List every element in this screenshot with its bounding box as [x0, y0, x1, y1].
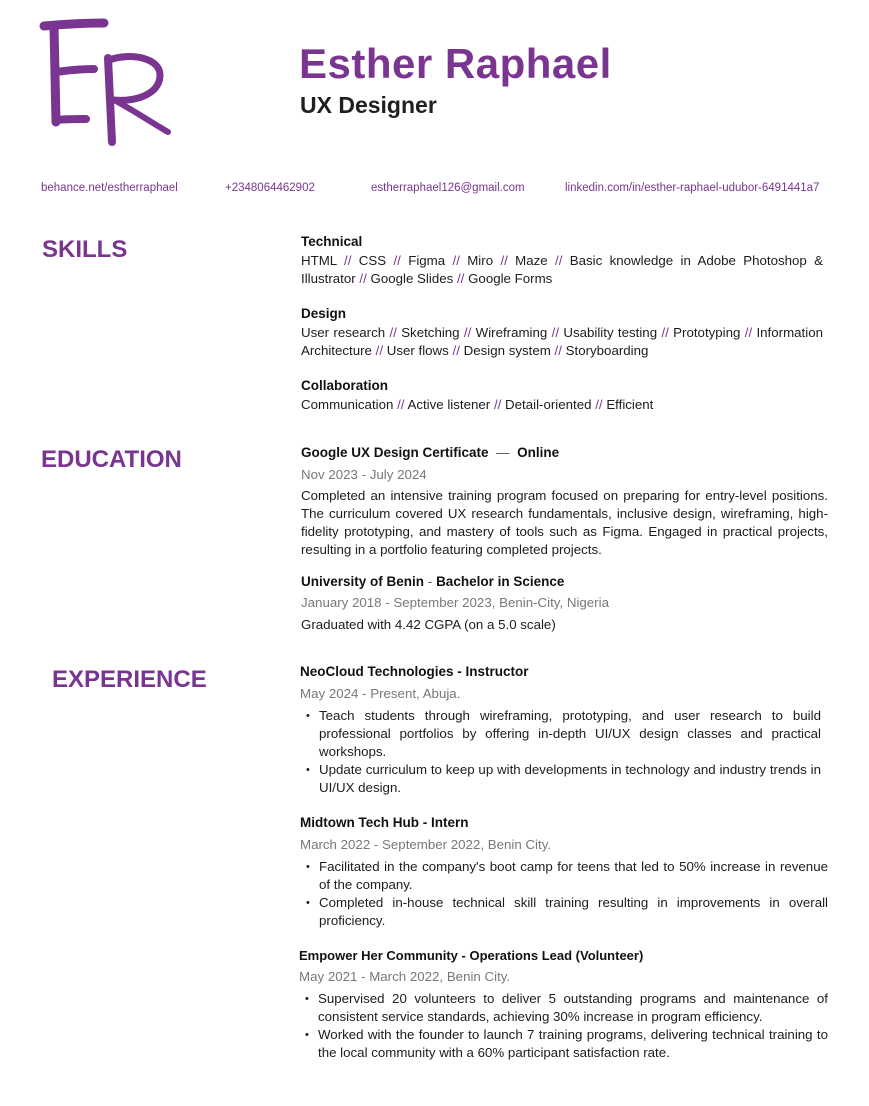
skill-item: Sketching [401, 325, 460, 340]
education-description: Graduated with 4.42 CGPA (on a 5.0 scale) [301, 617, 556, 632]
skill-item: Usability testing [563, 325, 658, 340]
candidate-name: Esther Raphael [299, 40, 612, 87]
skill-separator: // [744, 325, 753, 340]
skill-separator: // [551, 325, 560, 340]
candidate-role: UX Designer [300, 92, 437, 118]
skill-separator: // [493, 397, 502, 412]
skill-item: HTML [301, 253, 337, 268]
list-item: • Worked with the founder to launch 7 training programs, delivering technical training to the local community with a 60% participant satisfaction rate. [299, 1026, 828, 1062]
experience-section-title: EXPERIENCE [52, 666, 207, 693]
behance-link[interactable]: behance.net/estherraphael [41, 182, 178, 194]
list-item: • Completed in-house technical skill training resulting in improvements in overall proficiency. [300, 894, 828, 930]
education-org: University of Benin [301, 574, 425, 589]
skill-separator: // [359, 271, 367, 286]
skill-item: Miro [467, 253, 494, 268]
skills-technical-title: Technical [301, 234, 363, 249]
skill-separator: // [456, 271, 465, 286]
list-item: • Update curriculum to keep up with developments in technology and industry trends in UI/UX design. [300, 761, 821, 797]
education-separator: — [496, 445, 510, 460]
skill-separator: // [500, 253, 508, 268]
skill-item: Information Architecture [301, 325, 823, 358]
skill-separator: // [452, 253, 460, 268]
skills-design-title: Design [301, 306, 347, 321]
skill-item: Efficient [606, 397, 654, 412]
education-entry-title [301, 445, 559, 460]
skill-item: Storyboarding [565, 343, 649, 358]
monogram-logo [36, 14, 186, 159]
skill-item: User research [301, 325, 386, 340]
skill-item: Communication [301, 397, 394, 412]
education-mode: Bachelor in Science [436, 574, 565, 589]
education-org: Google UX Design Certificate [301, 445, 489, 460]
experience-entry-title: NeoCloud Technologies - Instructor [300, 664, 529, 679]
skill-separator: // [661, 325, 669, 340]
skills-section-title: SKILLS [42, 236, 128, 263]
experience-dates: March 2022 - September 2022, Benin City. [300, 837, 552, 852]
education-section-title: EDUCATION [41, 446, 182, 473]
education-mode: Online [517, 445, 560, 460]
experience-entry-title: Empower Her Community - Operations Lead (Volunteer) [299, 948, 644, 963]
experience-bullets [300, 707, 821, 797]
skills-collaboration-list [301, 396, 823, 414]
skill-separator: // [452, 343, 460, 358]
skill-item: Detail-oriented [505, 397, 592, 412]
email-link[interactable]: estherraphael126@gmail.com [371, 182, 525, 194]
list-item: • Facilitated in the company's boot camp for teens that led to 50% increase in revenue of the company. [300, 858, 828, 894]
education-entry-title [301, 574, 564, 589]
skill-item: Figma [408, 253, 446, 268]
skill-item: Design system [463, 343, 551, 358]
education-separator: - [427, 574, 433, 589]
skills-collaboration-title: Collaboration [301, 378, 388, 393]
skill-item: CSS [358, 253, 387, 268]
skill-separator: // [595, 397, 603, 412]
skill-item: Prototyping [673, 325, 741, 340]
education-dates: January 2018 - September 2023, Benin-City, Nigeria [301, 595, 609, 610]
skill-separator: // [344, 253, 352, 268]
phone-number[interactable]: +2348064462902 [225, 182, 315, 194]
skill-separator: // [389, 325, 397, 340]
skill-item: Active listener [407, 397, 491, 412]
education-description: Completed an intensive training program focused on preparing for entry-level positions. The curriculum covered UX research fundamentals, inclusive design, wireframing, high-fidelity prototyping, and mastery of tools such as Figma. Engaged in practical projects, resulting in a portfolio featuring completed projects. [301, 488, 828, 557]
skill-item: Google Forms [468, 271, 553, 286]
list-item: • Supervised 20 volunteers to deliver 5 outstanding programs and maintenance of consistent service standards, achieving 30% increase in program efficiency. [299, 990, 828, 1026]
education-dates: Nov 2023 - July 2024 [301, 467, 427, 482]
skill-separator: // [397, 397, 405, 412]
skill-separator: // [463, 325, 472, 340]
skill-separator: // [375, 343, 384, 358]
experience-bullets [300, 858, 828, 930]
skill-item: Basic knowledge in Adobe Photoshop & Illustrator [301, 253, 824, 286]
linkedin-link[interactable]: linkedin.com/in/esther-raphael-udubor-6491441a7 [565, 182, 820, 194]
experience-dates: May 2021 - March 2022, Benin City. [299, 969, 511, 984]
skill-separator: // [554, 343, 562, 358]
skill-separator: // [393, 253, 401, 268]
skill-item: Google Slides [370, 271, 454, 286]
list-item: • Teach students through wireframing, prototyping, and user research to build professional portfolios by offering in-depth UI/UX design classes and practical workshops. [300, 707, 821, 761]
experience-dates: May 2024 - Present, Abuja. [300, 686, 461, 701]
skill-item: User flows [386, 343, 449, 358]
skill-item: Wireframing [475, 325, 548, 340]
skill-item: Maze [515, 253, 548, 268]
skills-design-list [301, 324, 823, 360]
skills-technical-list [301, 252, 823, 288]
skill-separator: // [555, 253, 563, 268]
er-monogram-icon [36, 14, 186, 159]
experience-bullets [299, 990, 828, 1062]
experience-entry-title: Midtown Tech Hub - Intern [300, 815, 469, 830]
